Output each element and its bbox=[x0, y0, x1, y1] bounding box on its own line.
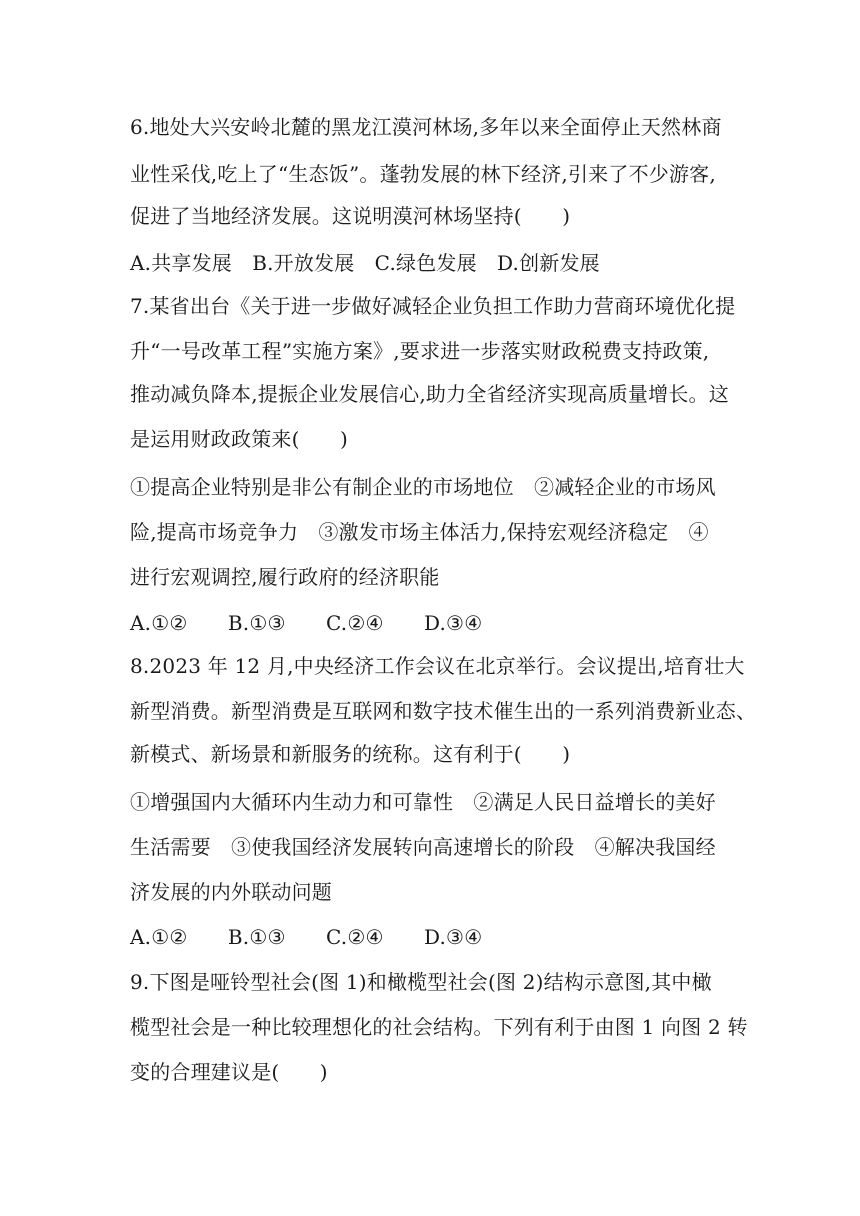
q9-line-1: 9.下图是哑铃型社会(图 1)和橄榄型社会(图 2)结构示意图,其中橄 bbox=[130, 970, 712, 994]
q7-line-6: 险,提高市场竞争力 ③激发市场主体活力,保持宏观经济稳定 ④ bbox=[130, 520, 709, 544]
q7-line-1: 7.某省出台《关于进一步做好减轻企业负担工作助力营商环境优化提 bbox=[130, 294, 736, 318]
q7-line-3: 推动减负降本,提振企业发展信心,助力全省经济实现高质量增长。这 bbox=[130, 382, 729, 406]
q7-line-4: 是运用财政政策来( ) bbox=[130, 427, 349, 451]
q8-line-1: 8.2023 年 12 月,中央经济工作会议在北京举行。会议提出,培育壮大 bbox=[130, 654, 745, 678]
q8-options: A.①② B.①③ C.②④ D.③④ bbox=[130, 925, 483, 949]
q8-line-2: 新型消费。新型消费是互联网和数字技术催生出的一系列消费新业态、 bbox=[130, 699, 757, 723]
q6-line-3: 促进了当地经济发展。这说明漠河林场坚持( ) bbox=[130, 204, 571, 228]
q7-line-5: ①提高企业特别是非公有制企业的市场地位 ②减轻企业的市场风 bbox=[130, 475, 716, 499]
q8-line-4: ①增强国内大循环内生动力和可靠性 ②满足人民日益增长的美好 bbox=[130, 790, 716, 814]
q7-line-7: 进行宏观调控,履行政府的经济职能 bbox=[130, 565, 440, 589]
q8-line-3: 新模式、新场景和新服务的统称。这有利于( ) bbox=[130, 742, 571, 766]
q9-line-3: 变的合理建议是( ) bbox=[130, 1060, 328, 1084]
q6-options: A.共享发展 B.开放发展 C.绿色发展 D.创新发展 bbox=[130, 251, 600, 275]
q6-line-2: 业性采伐,吃上了“生态饭”。蓬勃发展的林下经济,引来了不少游客, bbox=[130, 162, 716, 186]
q7-line-2: 升“一号改革工程”实施方案》,要求进一步落实财政税费支持政策, bbox=[130, 339, 710, 363]
q9-line-2: 榄型社会是一种比较理想化的社会结构。下列有利于由图 1 向图 2 转 bbox=[130, 1015, 748, 1039]
q6-line-1: 6.地处大兴安岭北麓的黑龙江漠河林场,多年以来全面停止天然林商 bbox=[130, 115, 722, 139]
q8-line-6: 济发展的内外联动问题 bbox=[130, 880, 332, 904]
q8-line-5: 生活需要 ③使我国经济发展转向高速增长的阶段 ④解决我国经 bbox=[130, 835, 716, 859]
q7-options: A.①② B.①③ C.②④ D.③④ bbox=[130, 611, 483, 635]
